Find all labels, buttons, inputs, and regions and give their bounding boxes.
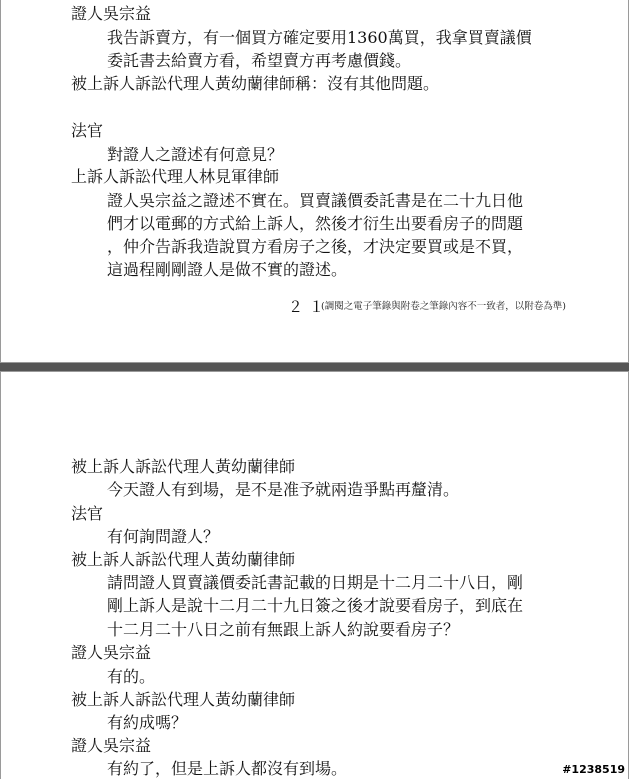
transcript-page-1	[0, 0, 629, 363]
speaker-line: 被上訴人訴訟代理人黃幼蘭律師	[71, 550, 296, 569]
testimony-line: 十二月二十八日之前有無跟上訴人約說要看房子？	[107, 620, 460, 639]
testimony-line: 對證人之證述有何意見？	[107, 145, 284, 164]
testimony-line: 這過程剛剛證人是做不實的證述。	[107, 260, 348, 279]
testimony-line: ，仲介告訴我造說買方看房子之後，才決定要買或是不買，	[107, 237, 524, 256]
testimony-line: 剛上訴人是說十二月二十九日簽之後才說要看房子，到底在	[107, 596, 524, 615]
testimony-line: 們才以電郵的方式給上訴人，然後才衍生出要看房子的問題	[107, 214, 524, 233]
speaker-line: 法官	[71, 121, 104, 140]
page-number: ２１	[288, 298, 331, 316]
testimony-line: 有約了，但是上訴人都沒有到場。	[107, 759, 348, 778]
speaker-line: 證人吳宗益	[71, 643, 152, 662]
speaker-line: 法官	[71, 504, 104, 523]
speaker-line: 證人吳宗益	[71, 736, 152, 755]
speaker-line: 被上訴人訴訟代理人黃幼蘭律師稱：沒有其他問題。	[71, 74, 440, 93]
speaker-line: 上訴人訴訟代理人林見軍律師	[71, 167, 280, 186]
transcript-page-2	[0, 371, 629, 779]
page-footnote: (調閱之電子筆錄與附卷之筆錄內容不一致者，以附卷為準)	[321, 301, 566, 312]
testimony-line: 有約成嗎？	[107, 713, 188, 732]
page-separator	[0, 363, 629, 371]
testimony-line: 有何詢問證人？	[107, 527, 220, 546]
testimony-line: 證人吳宗益之證述不實在。買賣議價委託書是在二十九日他	[107, 191, 524, 210]
testimony-line: 請問證人買賣議價委託書記載的日期是十二月二十八日，剛	[107, 573, 524, 592]
testimony-line: 今天證人有到場，是不是准予就兩造爭點再釐清。	[107, 480, 460, 499]
testimony-line: 委託書去給賣方看，希望賣方再考慮價錢。	[107, 51, 412, 70]
testimony-line: 我告訴賣方，有一個買方確定要用1360萬買，我拿買賣議價	[107, 28, 532, 47]
document-id-stamp: #1238519	[562, 763, 625, 776]
speaker-line: 證人吳宗益	[71, 4, 152, 23]
testimony-line: 有的。	[107, 667, 156, 686]
speaker-line: 被上訴人訴訟代理人黃幼蘭律師	[71, 690, 296, 709]
speaker-line: 被上訴人訴訟代理人黃幼蘭律師	[71, 457, 296, 476]
